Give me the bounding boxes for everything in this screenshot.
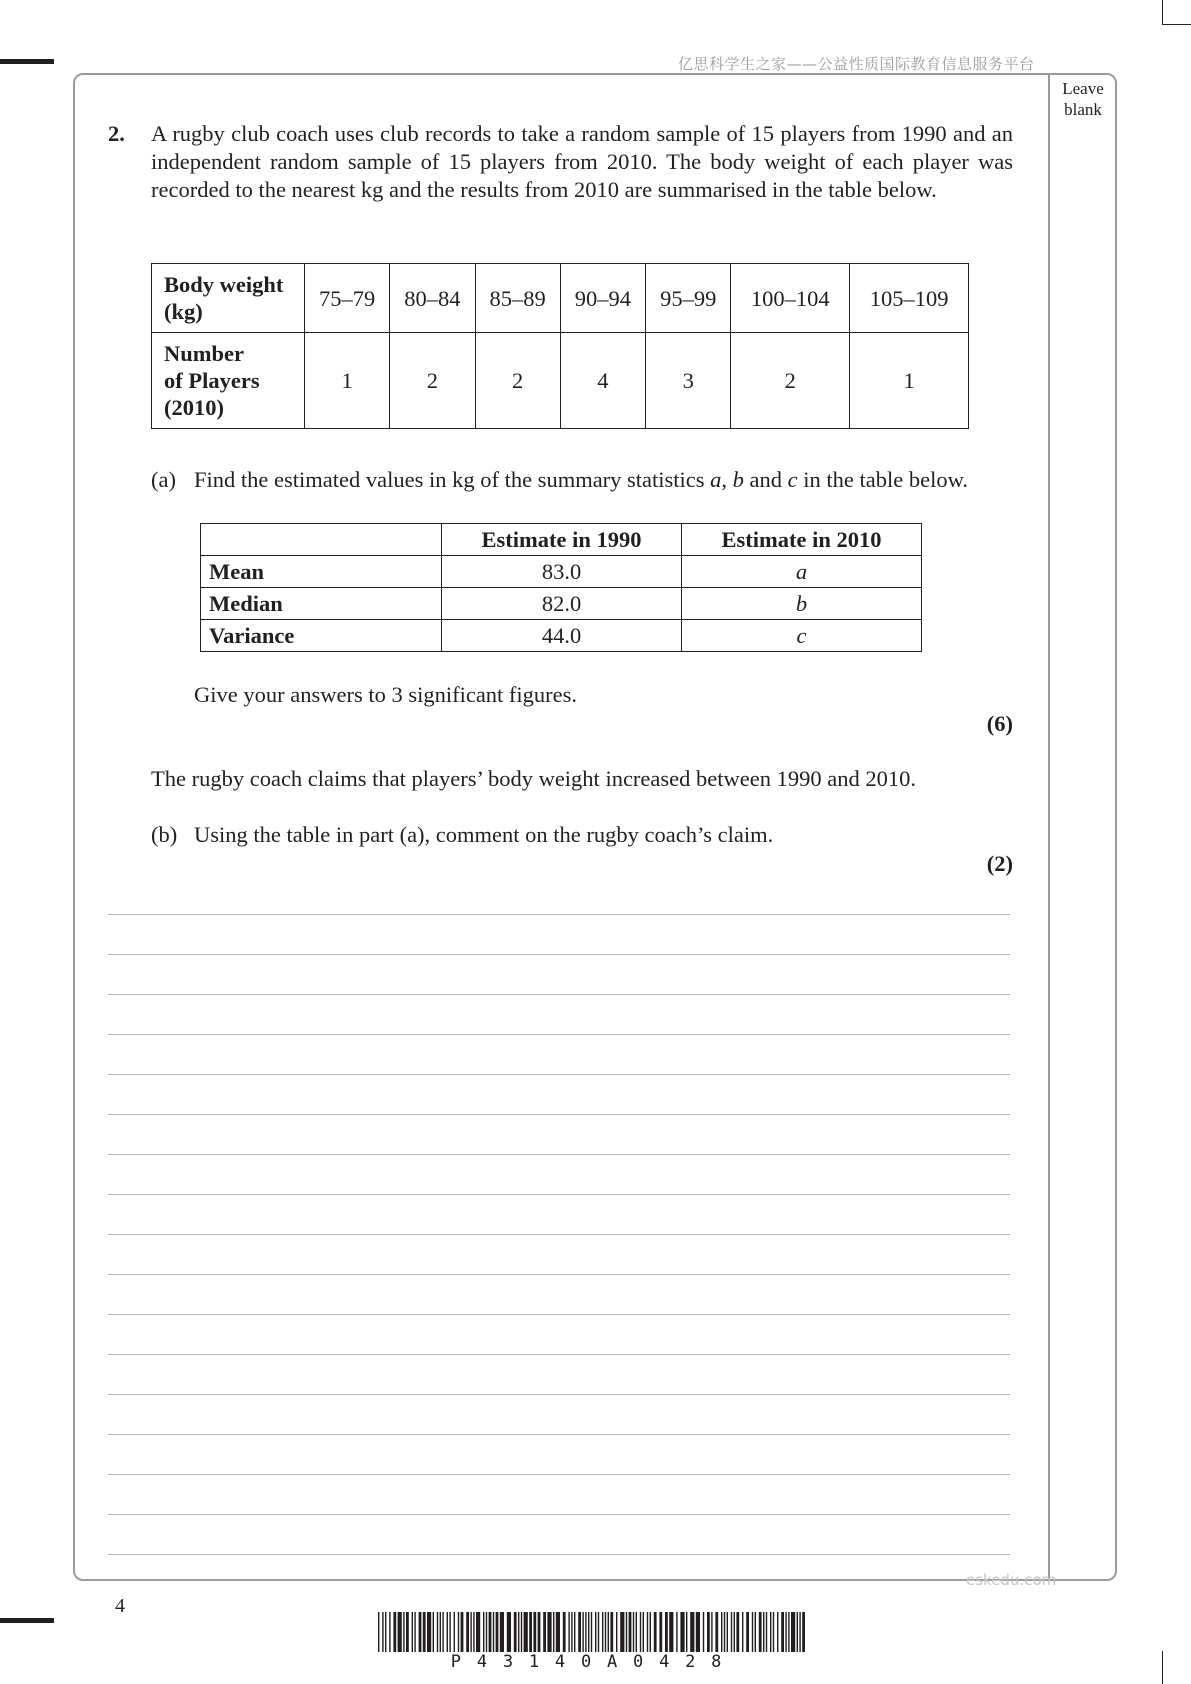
answer-line [108,994,1010,995]
question-stem: A rugby club coach uses club records to take a random sample of 15 players from 1990 and an independent random sample of 15 players from 2010. The body weight of each player was recorded to the nearest kg and the results from 2010 are summarised in the table below. [151,121,1013,202]
barcode-bar [449,1612,450,1652]
answer-line [108,1434,1010,1435]
answer-line [108,1114,1010,1115]
stat-1990-value: 83.0 [442,556,682,588]
table-row-classes [152,264,969,333]
col-header-2010: Estimate in 2010 [682,524,922,556]
barcode-bar [483,1612,484,1652]
barcode-bar [458,1612,459,1652]
barcode-bar [447,1612,448,1652]
barcode-bar [686,1612,687,1652]
count-cell: 2 [475,333,560,429]
barcode-bar [440,1612,441,1652]
barcode-bar [755,1612,756,1652]
barcode-bar [766,1612,767,1652]
answer-line [108,1074,1010,1075]
class-cell: 95–99 [646,264,731,333]
barcode-bar [665,1612,668,1652]
barcode-bar [470,1612,471,1652]
answer-line [108,1514,1010,1515]
part-b-text: Using the table in part (a), comment on the rugby coach’s claim. [194,822,774,847]
barcode-bar [412,1612,413,1652]
part-a-marks: (6) [986,711,1013,736]
answer-line [108,1274,1010,1275]
barcode-bar [773,1612,774,1652]
barcode-bar [647,1612,648,1652]
barcode-bar [690,1612,694,1652]
barcode-bar [736,1612,739,1652]
crop-mark-top-left [0,59,54,64]
footer-watermark: eskedu.com [966,1571,1057,1589]
barcode-bar [724,1612,725,1652]
barcode-bar [496,1612,499,1652]
barcode-bar [385,1612,386,1652]
barcode-bar [659,1612,662,1652]
barcode-bar [616,1612,617,1652]
barcode-bar [785,1612,786,1652]
barcode-bar [489,1612,492,1652]
answer-line [108,1394,1010,1395]
answer-line [108,1234,1010,1235]
barcode-bar [598,1612,599,1652]
count-cell: 3 [646,333,731,429]
barcode-bar [423,1612,426,1652]
barcode-bar [454,1612,455,1652]
barcode-bar [571,1612,572,1652]
barcode-bar [378,1612,379,1652]
crop-line-top-right-h [1162,24,1191,25]
barcode-bar [507,1612,511,1652]
barcode-bar [707,1612,710,1652]
barcode-bar [746,1612,749,1652]
class-cell: 105–109 [850,264,969,333]
answer-line [108,1554,1010,1555]
table-row [201,620,922,652]
barcode-bar [620,1612,624,1652]
barcode-bar [640,1612,641,1652]
barcode-bar [759,1612,762,1652]
class-cell: 90–94 [560,264,645,333]
barcode-bar [433,1612,434,1652]
barcode-bar [563,1612,566,1652]
barcode-bar [556,1612,560,1652]
barcode-bar [591,1612,592,1652]
barcode-bar [788,1612,789,1652]
barcode-bar [742,1612,743,1652]
barcode-bar [734,1612,735,1652]
count-cell: 2 [731,333,850,429]
crop-line-bottom-right-v [1162,1651,1163,1684]
col-header-1990: Estimate in 1990 [442,524,682,556]
crop-line-top-right-v [1162,0,1163,24]
barcode-bar [654,1612,657,1652]
barcode-bar [414,1612,415,1652]
barcode-bar [393,1612,396,1652]
barcode-bar [680,1612,684,1652]
answer-line [108,1474,1010,1475]
barcode-bar [802,1612,805,1652]
barcode-bar [437,1612,438,1652]
barcode-bar [543,1612,546,1652]
answer-line [108,1354,1010,1355]
class-cell: 80–84 [390,264,475,333]
answer-line [108,914,1010,915]
barcode-bar [727,1612,728,1652]
barcode-bar [629,1612,632,1652]
barcode-bar [538,1612,541,1652]
barcode-bar [514,1612,517,1652]
margin-divider [1048,74,1050,1580]
barcode-bar [403,1612,404,1652]
answer-line [108,1154,1010,1155]
answer-line [108,954,1010,955]
table-row [201,588,922,620]
barcode-bar [777,1612,778,1652]
barcode-bar [574,1612,575,1652]
page-number: 4 [115,1595,125,1617]
barcode-bar [633,1612,634,1652]
barcode-bar [643,1612,644,1652]
stat-1990-value: 82.0 [442,588,682,620]
barcode-bar [605,1612,606,1652]
summary-statistics-table [200,523,922,652]
barcode-number: P43140A0428 [450,1652,738,1672]
stat-label: Median [201,588,442,620]
barcode-bar [797,1612,798,1652]
count-cell: 1 [305,333,390,429]
barcode [378,1612,810,1672]
barcode-bar [608,1612,609,1652]
barcode-bar [547,1612,551,1652]
barcode-bar [466,1612,469,1652]
barcode-bar [568,1612,569,1652]
table-row [201,556,922,588]
header-watermark: 亿思科学生之家——公益性质国际教育信息服务平台 [678,55,1035,73]
barcode-bar [781,1612,784,1652]
barcode-bar [521,1612,522,1652]
claim-text: The rugby coach claims that players’ body weight increased between 1990 and 2010. [151,766,916,791]
barcode-bar [582,1612,583,1652]
barcode-bar [476,1612,480,1652]
barcode-bar [585,1612,586,1652]
stat-2010-value: c [682,620,922,652]
barcode-bar [721,1612,722,1652]
barcode-bar [398,1612,402,1652]
answer-line [108,1034,1010,1035]
count-cell: 4 [560,333,645,429]
stat-2010-value: a [682,556,922,588]
barcode-bar [595,1612,596,1652]
table-row-counts [152,333,969,429]
barcode-bar [770,1612,771,1652]
barcode-bar [473,1612,474,1652]
barcode-bar [578,1612,581,1652]
barcode-bar [553,1612,554,1652]
stat-label: Mean [201,556,442,588]
barcode-bar [669,1612,673,1652]
class-cell: 100–104 [731,264,850,333]
barcode-bar [752,1612,753,1652]
stat-label: Variance [201,620,442,652]
stat-2010-value: b [682,588,922,620]
barcode-bar [676,1612,677,1652]
part-a-instruction: Give your answers to 3 significant figures. [194,682,578,707]
count-cell: 2 [390,333,475,429]
body-weight-table [151,263,969,429]
stats-header-row [201,524,922,556]
barcode-bar [799,1612,800,1652]
crop-mark-bottom-left [0,1618,54,1623]
barcode-bar [696,1612,700,1652]
barcode-bar [610,1612,613,1652]
class-cell: 85–89 [475,264,560,333]
barcode-bar [626,1612,627,1652]
part-a-text: Find the estimated values in kg of the summary statistics a, b and c in the table below. [194,467,969,492]
barcode-bar [382,1612,383,1652]
answer-line [108,1194,1010,1195]
part-a-label: (a) [151,467,176,492]
barcode-bar [461,1612,464,1652]
barcode-bar [703,1612,704,1652]
barcode-bar [406,1612,409,1652]
barcode-bar [602,1612,603,1652]
barcode-bar [529,1612,532,1652]
barcode-bar [731,1612,732,1652]
question-number: 2. [108,121,125,146]
barcode-bar [791,1612,795,1652]
barcode-bar [419,1612,422,1652]
barcode-bar [486,1612,487,1652]
answer-line [108,1314,1010,1315]
stat-1990-value: 44.0 [442,620,682,652]
barcode-bar [442,1612,443,1652]
barcode-bar [493,1612,494,1652]
barcode-bar [533,1612,536,1652]
part-b-marks: (2) [986,851,1013,876]
barcode-bar [636,1612,637,1652]
row-header-body-weight: Body weight (kg) [152,264,305,333]
barcode-bar [763,1612,764,1652]
part-b-label: (b) [151,822,178,847]
class-cell: 75–79 [305,264,390,333]
barcode-bars [378,1612,810,1652]
barcode-bar [715,1612,718,1652]
barcode-bar [650,1612,651,1652]
count-cell: 1 [850,333,969,429]
row-header-players: Number of Players (2010) [152,333,305,429]
leave-blank-label: Leave blank [1062,79,1104,119]
barcode-bar [711,1612,712,1652]
barcode-bar [427,1612,431,1652]
barcode-bar [518,1612,519,1652]
barcode-bar [524,1612,528,1652]
barcode-bar [500,1612,504,1652]
barcode-bar [588,1612,589,1652]
barcode-bar [389,1612,390,1652]
stats-corner-cell [201,524,442,556]
